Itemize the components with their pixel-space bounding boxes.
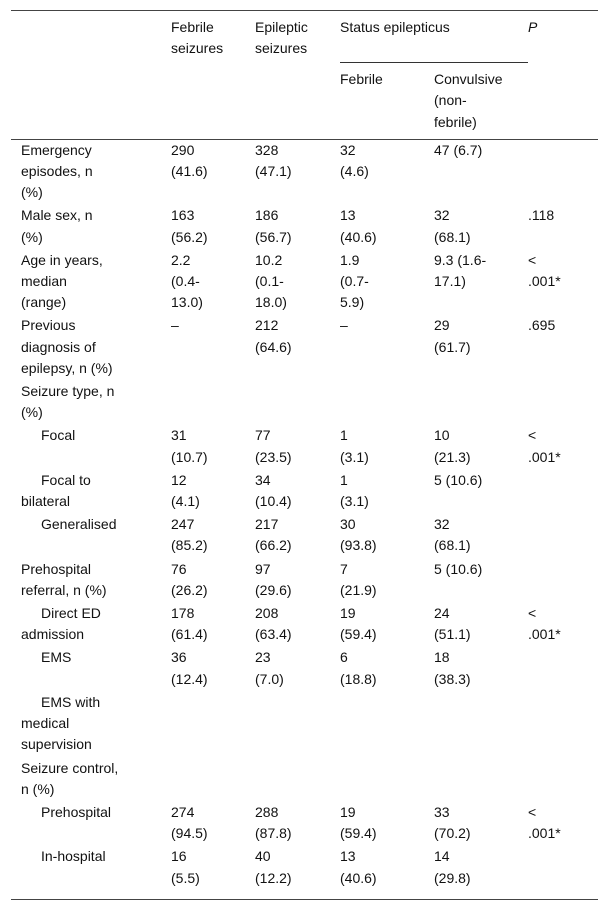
cell-febrile-seizures: – [171, 317, 179, 334]
cell-status-febrile [340, 381, 434, 425]
cell-epileptic-seizures: 217 (66.2) [255, 516, 292, 554]
cell-status-convulsive: 18 (38.3) [434, 649, 471, 687]
row-label: EMS with medical supervision [21, 693, 101, 753]
table-row [11, 758, 598, 802]
header-convulsive: Convulsive (non- febrile) [434, 63, 528, 140]
table-row [11, 802, 598, 846]
cell-status-febrile: 13 (40.6) [340, 846, 434, 899]
cell-epileptic-seizures: 23 (7.0) [255, 649, 284, 687]
table-row [11, 250, 598, 316]
cell-epileptic-seizures: 77 (23.5) [255, 427, 292, 465]
cell-p-value: < .001* [528, 803, 561, 842]
row-label: Seizure control, n (%) [21, 759, 119, 797]
cell-p-value: .695 [528, 317, 556, 334]
cell-febrile-seizures: 274 (94.5) [171, 803, 208, 842]
cell-epileptic-seizures: 288 (87.8) [255, 803, 292, 842]
row-label: In-hospital [11, 846, 171, 899]
cell-epileptic-seizures: 186 (56.7) [255, 207, 292, 245]
cell-febrile-seizures: 31 (10.7) [171, 427, 208, 465]
cell-epileptic-seizures [255, 692, 340, 758]
cell-epileptic-seizures: 40 (12.2) [255, 846, 340, 899]
cell-p-value: < .001* [528, 427, 561, 465]
cell-epileptic-seizures: 208 (63.4) [255, 605, 292, 643]
cell-status-febrile: 7 (21.9) [340, 560, 377, 598]
cell-p-value [528, 514, 598, 558]
cell-p-value: .118 [528, 207, 555, 224]
cell-status-convulsive: 5 (10.6) [434, 560, 483, 577]
row-label: Seizure type, n (%) [21, 383, 115, 421]
cell-febrile-seizures: 178 (61.4) [171, 605, 208, 643]
cell-status-convulsive [434, 692, 528, 758]
row-label: Age in years, median (range) [21, 251, 103, 311]
cell-status-febrile: 1.9 (0.7- 5.9) [340, 251, 369, 311]
header-empty-cell [11, 11, 171, 140]
table-row [11, 425, 598, 469]
cell-status-febrile: 1 (3.1) [340, 471, 369, 510]
table-row [11, 846, 598, 899]
cell-epileptic-seizures: 97 (29.6) [255, 560, 292, 598]
cell-p-value [528, 647, 598, 691]
cell-status-febrile: 1 (3.1) [340, 427, 369, 465]
cell-febrile-seizures: 2.2 (0.4- 13.0) [171, 251, 203, 311]
cell-status-febrile [340, 692, 434, 758]
table-row [11, 514, 598, 558]
cell-status-convulsive: 33 (70.2) [434, 803, 471, 842]
cell-epileptic-seizures: 328 (47.1) [255, 139, 340, 205]
cell-status-convulsive [434, 758, 528, 802]
cell-status-febrile: 32 (4.6) [340, 139, 434, 205]
row-label: Previous diagnosis of epilepsy, n (%) [21, 317, 113, 376]
data-table [11, 10, 598, 900]
cell-status-convulsive: 9.3 (1.6- 17.1) [434, 251, 487, 290]
cell-febrile-seizures: 16 (5.5) [171, 846, 255, 899]
header-row-1 [11, 11, 598, 63]
cell-p-value [528, 758, 598, 802]
cell-status-febrile: 30 (93.8) [340, 516, 377, 554]
cell-status-convulsive: 14 (29.8) [434, 846, 528, 899]
cell-p-value [528, 846, 598, 899]
cell-p-value [528, 381, 598, 425]
table-row [11, 139, 598, 205]
cell-febrile-seizures: 290 (41.6) [171, 139, 255, 205]
cell-p-value [528, 692, 598, 758]
row-label: Emergency episodes, n (%) [11, 139, 171, 205]
cell-status-convulsive: 29 (61.7) [434, 317, 471, 355]
cell-status-convulsive: 47 (6.7) [434, 139, 528, 205]
table-row [11, 559, 598, 603]
cell-status-febrile [340, 758, 434, 802]
cell-febrile-seizures: 163 (56.2) [171, 207, 208, 245]
row-label: Male sex, n (%) [21, 207, 93, 245]
cell-febrile-seizures: 76 (26.2) [171, 560, 208, 598]
cell-febrile-seizures: 12 (4.1) [171, 471, 200, 510]
cell-febrile-seizures: 36 (12.4) [171, 649, 208, 687]
cell-status-convulsive: 10 (21.3) [434, 427, 471, 465]
cell-status-febrile: – [340, 317, 348, 334]
table-row [11, 470, 598, 514]
cell-status-convulsive [434, 381, 528, 425]
cell-p-value [528, 559, 598, 603]
table-row [11, 381, 598, 425]
row-label: Focal [41, 427, 76, 444]
cell-status-febrile: 6 (18.8) [340, 649, 377, 687]
cell-p-value [528, 470, 598, 514]
cell-epileptic-seizures: 212 (64.6) [255, 317, 292, 355]
cell-status-febrile: 19 (59.4) [340, 605, 377, 643]
table-header [11, 11, 598, 140]
table-row [11, 315, 598, 381]
cell-status-convulsive: 32 (68.1) [434, 516, 471, 554]
header-epileptic-seizures: Epileptic seizures [255, 11, 340, 140]
table-row [11, 692, 598, 758]
table-row [11, 205, 598, 249]
header-p-value: P [528, 11, 598, 140]
row-label: Prehospital referral, n (%) [21, 560, 107, 598]
table-row [11, 647, 598, 691]
cell-epileptic-seizures [255, 758, 340, 802]
cell-p-value [528, 139, 598, 205]
row-label: Generalised [41, 516, 117, 533]
cell-epileptic-seizures [255, 381, 340, 425]
cell-p-value: < .001* [528, 605, 561, 643]
cell-febrile-seizures [171, 758, 255, 802]
row-label: Direct ED admission [21, 605, 101, 643]
cell-febrile-seizures [171, 381, 255, 425]
header-febrile-seizures: Febrile seizures [171, 11, 255, 140]
cell-p-value: < .001* [528, 251, 561, 290]
row-label: EMS [41, 649, 72, 666]
row-label: Focal to bilateral [21, 471, 91, 510]
cell-status-convulsive: 5 (10.6) [434, 471, 483, 488]
header-febrile: Febrile [340, 63, 434, 140]
cell-status-febrile: 19 (59.4) [340, 803, 377, 842]
cell-febrile-seizures: 247 (85.2) [171, 516, 208, 554]
table-body [11, 139, 598, 899]
cell-epileptic-seizures: 10.2 (0.1- 18.0) [255, 251, 287, 311]
cell-status-febrile: 13 (40.6) [340, 207, 377, 245]
cell-status-convulsive: 32 (68.1) [434, 207, 471, 245]
header-status-epilepticus: Status epilepticus [340, 11, 528, 63]
cell-epileptic-seizures: 34 (10.4) [255, 471, 292, 510]
cell-febrile-seizures [171, 692, 255, 758]
cell-status-convulsive: 24 (51.1) [434, 605, 471, 643]
table-row [11, 603, 598, 647]
row-label: Prehospital [41, 803, 112, 820]
